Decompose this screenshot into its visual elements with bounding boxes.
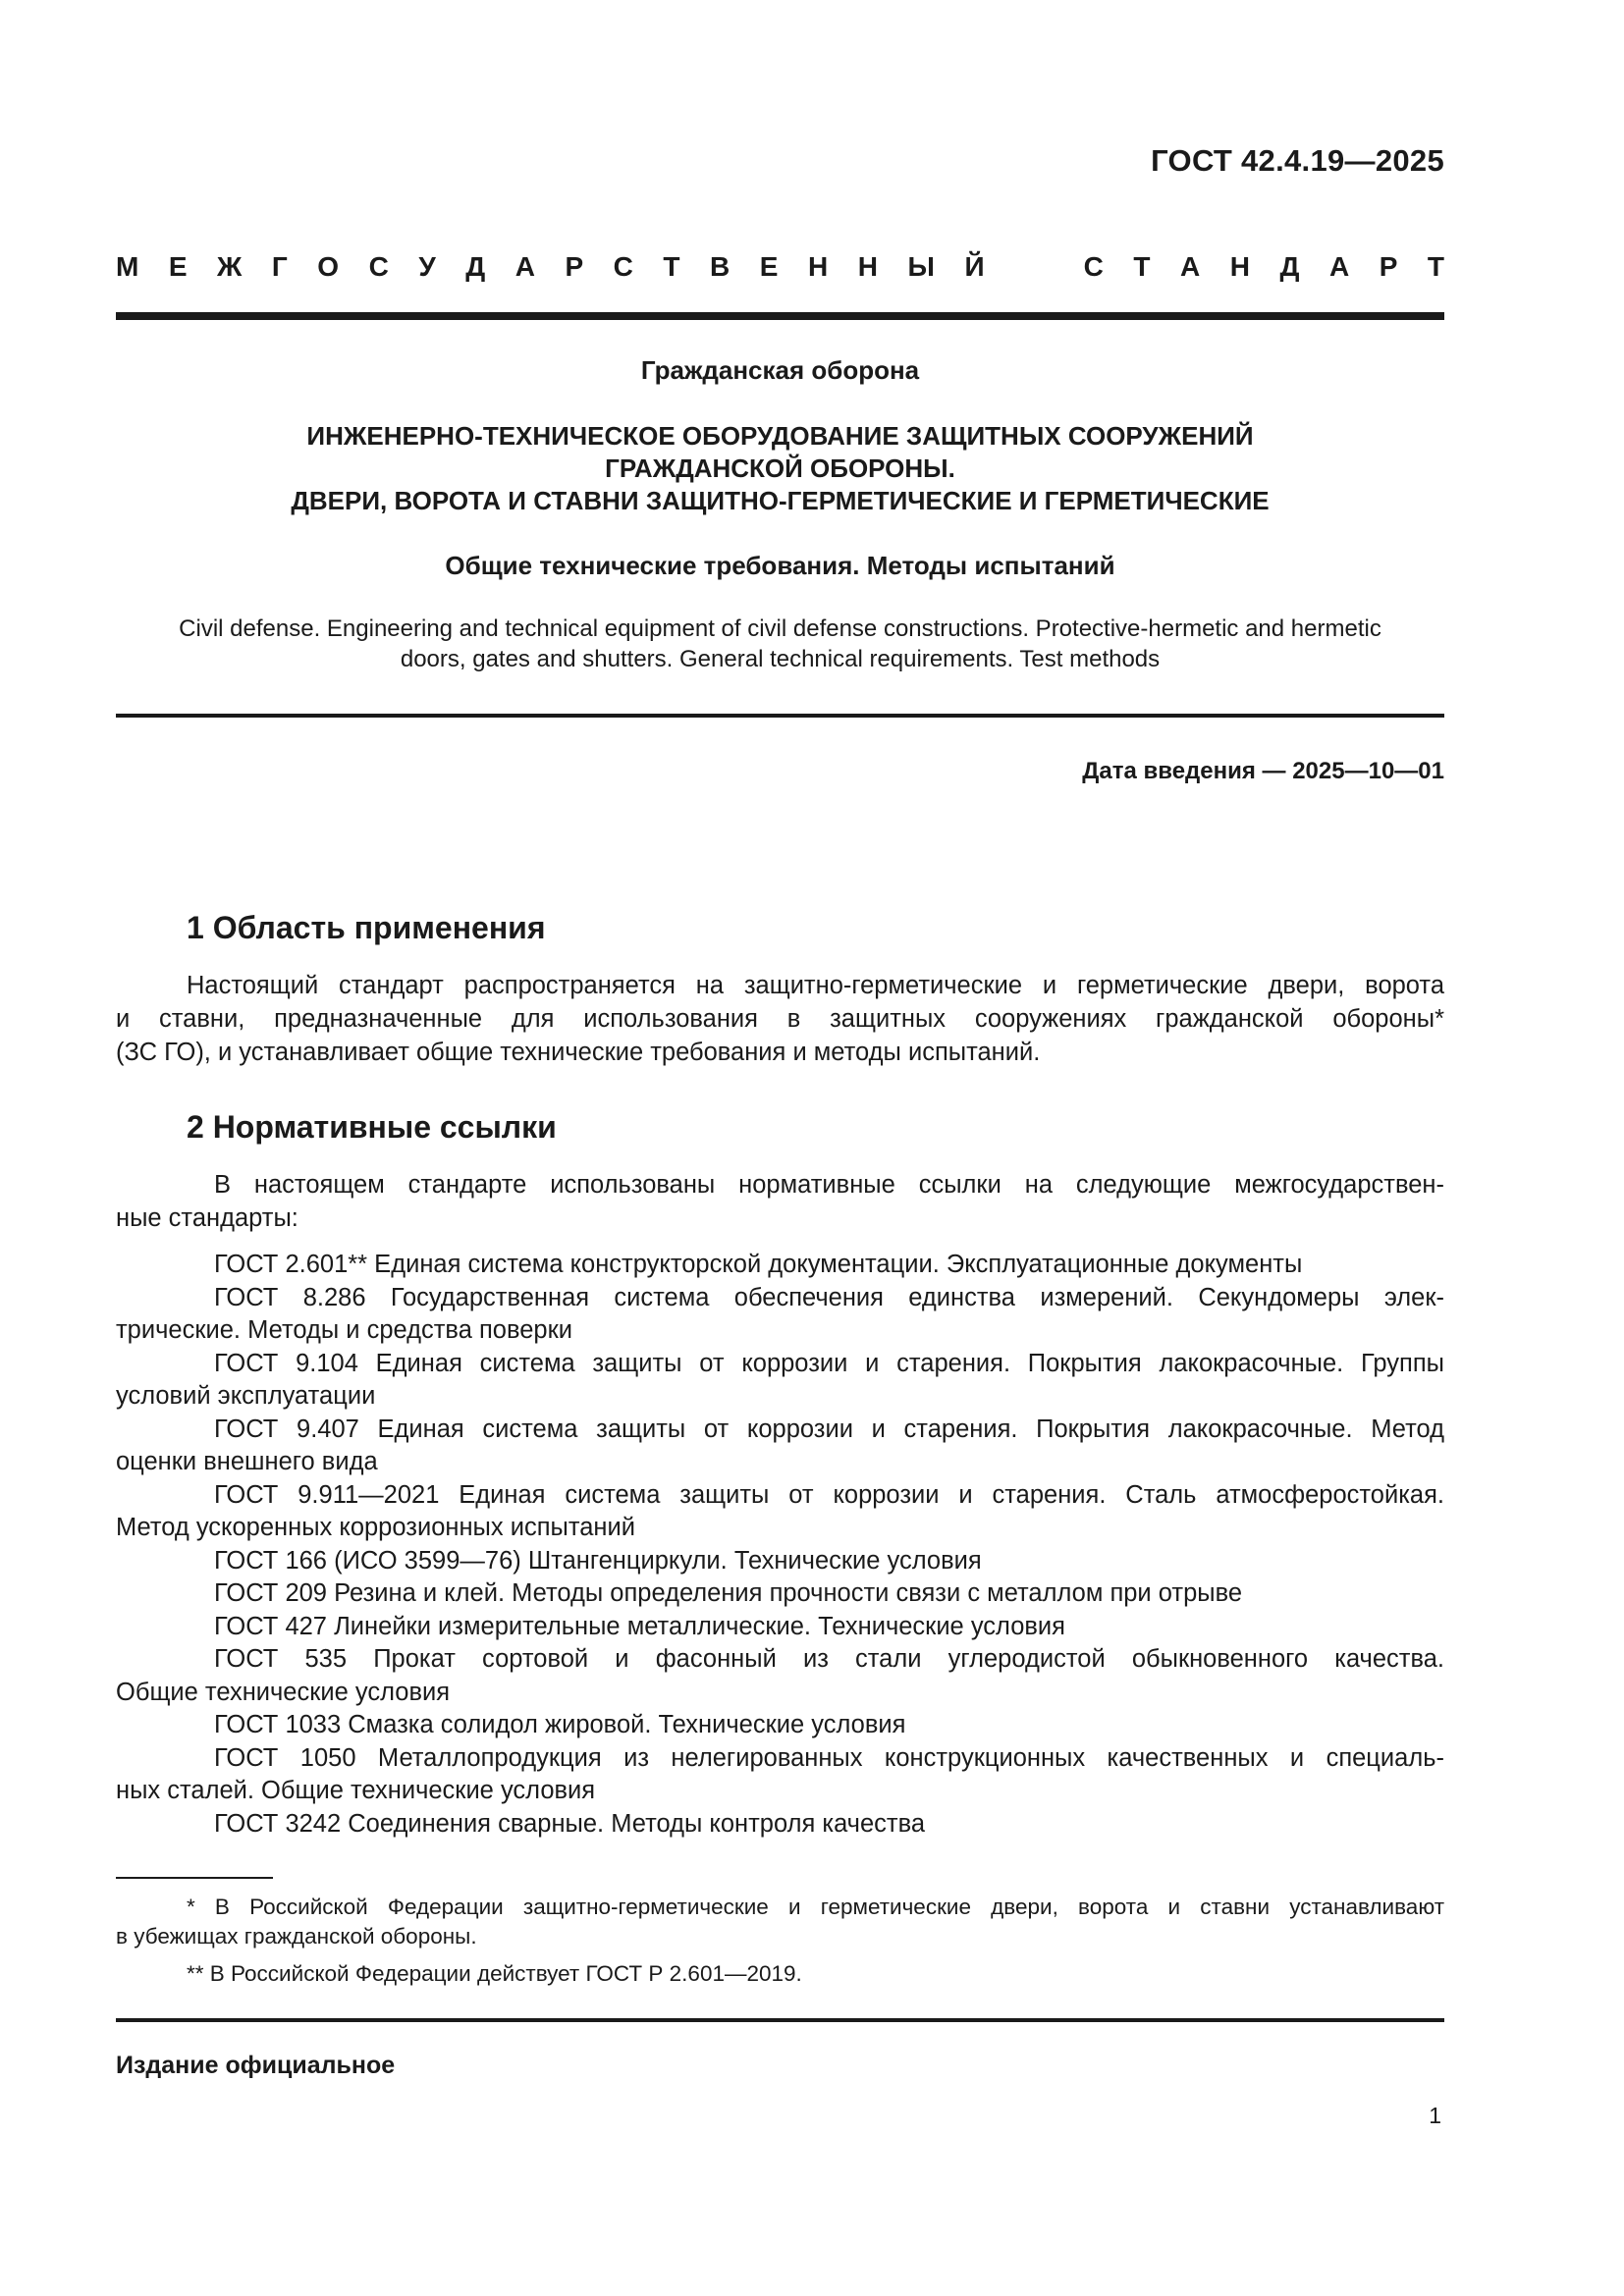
heading-letter: Т <box>1133 251 1151 282</box>
reference-entry <box>116 1709 1444 1742</box>
footnote <box>116 1893 1444 1951</box>
heading-letter: С <box>613 251 633 282</box>
heading-letter: Н <box>1229 251 1250 282</box>
reference-line: ных сталей. Общие технические условия <box>116 1777 596 1804</box>
reference-line: ГОСТ 3242 Соединения сварные. Методы контроля качества <box>214 1809 926 1838</box>
reference-line: трические. Методы и средства поверки <box>116 1316 572 1344</box>
reference-line: ГОСТ 9.911—2021 Единая система защиты от коррозии и старения. Сталь атмосферостойкая. <box>214 1480 1444 1509</box>
paragraph-line: (ЗС ГО), и устанавливает общие технические требования и методы испытаний. <box>116 1039 1041 1066</box>
reference-line: ГОСТ 2.601** Единая система конструкторской документации. Эксплуатационные документы <box>214 1251 1303 1278</box>
heading-letter: У <box>418 251 436 282</box>
heading-letter: С <box>1083 251 1104 282</box>
reference-line: ГОСТ 8.286 Государственная система обеспечения единства измерений. Секундомеры элек- <box>214 1283 1444 1311</box>
header-rule <box>116 312 1444 320</box>
official-edition-label: Издание официальное <box>116 2052 396 2079</box>
english-title <box>116 614 1444 674</box>
main-title-line: ИНЖЕНЕРНО-ТЕХНИЧЕСКОЕ ОБОРУДОВАНИЕ ЗАЩИТНЫХ СООРУЖЕНИЙ <box>306 421 1254 451</box>
reference-line: оценки внешнего вида <box>116 1448 378 1475</box>
introduction-date: Дата введения — 2025—10—01 <box>1082 758 1444 784</box>
reference-entry <box>116 1611 1444 1644</box>
reference-line: Общие технические условия <box>116 1678 451 1706</box>
reference-entry <box>116 1348 1444 1414</box>
heading-letter: Г <box>271 251 288 282</box>
subtitle: Общие технические требования. Методы испытаний <box>445 551 1115 580</box>
heading-letter: А <box>1328 251 1350 282</box>
page-number: 1 <box>1429 2103 1441 2128</box>
heading-letter: Н <box>808 251 829 282</box>
english-title-line: Civil defense. Engineering and technical equipment of civil defense constructions. Protective-hermetic and hermetic <box>179 615 1381 642</box>
heading-letter: Д <box>465 251 486 282</box>
heading-letter: Р <box>565 251 584 282</box>
heading-letter: В <box>710 251 731 282</box>
reference-entry <box>116 1545 1444 1578</box>
heading-letter: Т <box>1427 251 1444 282</box>
normative-references-list <box>116 1249 1444 1841</box>
heading-letter: Ж <box>217 251 243 282</box>
heading-letter: О <box>317 251 340 282</box>
paragraph-line: ные стандарты: <box>116 1204 298 1232</box>
heading-letter: Н <box>857 251 878 282</box>
reference-line: ГОСТ 427 Линейки измерительные металлические. Технические условия <box>214 1612 1065 1640</box>
title-block-rule <box>116 714 1444 718</box>
reference-line: условий эксплуатации <box>116 1382 376 1410</box>
section-2-intro <box>116 1168 1444 1235</box>
footnote-line: * В Российской Федерации защитно-герметические и герметические двери, ворота и ставни устанавливают <box>187 1895 1444 1919</box>
heading-letter: А <box>514 251 535 282</box>
reference-entry <box>116 1643 1444 1709</box>
main-title-line: ДВЕРИ, ВОРОТА И СТАВНИ ЗАЩИТНО-ГЕРМЕТИЧЕСКИЕ И ГЕРМЕТИЧЕСКИЕ <box>291 486 1270 515</box>
footnote-line: ** В Российской Федерации действует ГОСТ Р 2.601—2019. <box>187 1961 802 1986</box>
heading-letter: Д <box>1279 251 1300 282</box>
section-2-heading: 2 Нормативные ссылки <box>187 1109 557 1145</box>
english-title-line: doors, gates and shutters. General technical requirements. Test methods <box>400 646 1161 672</box>
reference-line: ГОСТ 209 Резина и клей. Методы определения прочности связи с металлом при отрыве <box>214 1579 1243 1607</box>
reference-entry <box>116 1282 1444 1348</box>
footnotes <box>116 1893 1444 1989</box>
footnote <box>116 1959 1444 1989</box>
reference-entry <box>116 1249 1444 1282</box>
heading-letter: С <box>368 251 389 282</box>
paragraph-line: и ставни, предназначенные для использования в защитных сооружениях гражданской обороны* <box>116 1005 1444 1033</box>
section-1-paragraph <box>116 969 1444 1069</box>
reference-line: ГОСТ 166 (ИСО 3599—76) Штангенциркули. Технические условия <box>214 1546 982 1575</box>
reference-entry <box>116 1414 1444 1479</box>
main-title-line: ГРАЖДАНСКОЙ ОБОРОНЫ. <box>605 454 955 483</box>
reference-entry <box>116 1577 1444 1611</box>
main-title <box>116 420 1444 517</box>
heading-letter: М <box>116 251 139 282</box>
heading-letter: Р <box>1379 251 1398 282</box>
paragraph-line: В настоящем стандарте использованы нормативные ссылки на следующие межгосударствен- <box>214 1171 1444 1199</box>
standard-type-heading <box>116 251 1444 283</box>
reference-line: ГОСТ 1033 Смазка солидол жировой. Технические условия <box>214 1711 906 1738</box>
heading-letter: Т <box>663 251 680 282</box>
heading-letter: Ы <box>907 251 935 282</box>
section-1-heading: 1 Область применения <box>187 910 546 945</box>
footnote-line: в убежищах гражданской обороны. <box>116 1924 477 1949</box>
word-gap <box>1014 251 1054 283</box>
heading-letter: Е <box>168 251 188 282</box>
reference-line: ГОСТ 1050 Металлопродукция из нелегированных конструкционных качественных и специаль- <box>214 1743 1444 1772</box>
heading-letter: А <box>1179 251 1201 282</box>
reference-entry <box>116 1479 1444 1545</box>
reference-entry <box>116 1808 1444 1842</box>
document-code: ГОСТ 42.4.19—2025 <box>1151 143 1444 178</box>
paragraph-line: Настоящий стандарт распространяется на защитно-герметические и герметические двери, ворота <box>187 972 1444 999</box>
heading-letter: Е <box>759 251 779 282</box>
footnote-separator <box>116 1877 273 1879</box>
footer-rule <box>116 2018 1444 2022</box>
reference-line: ГОСТ 535 Прокат сортовой и фасонный из стали углеродистой обыкновенного качества. <box>214 1645 1444 1673</box>
reference-entry <box>116 1742 1444 1808</box>
reference-line: ГОСТ 9.407 Единая система защиты от коррозии и старения. Покрытия лакокрасочные. Метод <box>214 1415 1444 1443</box>
reference-line: Метод ускоренных коррозионных испытаний <box>116 1514 635 1541</box>
reference-line: ГОСТ 9.104 Единая система защиты от коррозии и старения. Покрытия лакокрасочные. Группы <box>214 1349 1444 1377</box>
subject-line: Гражданская оборона <box>640 355 920 385</box>
heading-letter: Й <box>964 251 985 282</box>
